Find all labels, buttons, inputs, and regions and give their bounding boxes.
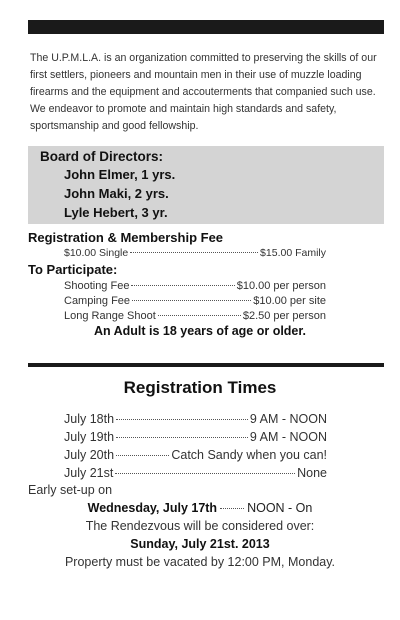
- director-item: John Maki, 2 yrs.: [64, 186, 169, 201]
- intro-paragraph: The U.P.M.L.A. is an organization committed to preserving the skills of our first settlers, pioneers and mountain men in their use of muzzle loading firearms and the equipment and accouterments that companied such use. We endeavor to promote and maintain high standards and safety, sportsmanship and good fellowship.: [30, 52, 377, 132]
- participate-fee-row: [64, 295, 326, 307]
- early-setup-label: Early set-up on: [28, 483, 113, 497]
- dot-leader: [132, 300, 251, 301]
- registration-time-row: [64, 412, 327, 426]
- dot-leader: [116, 455, 169, 456]
- participate-fee-row: [64, 280, 326, 292]
- single-fee: $10.00 Single: [64, 247, 129, 259]
- middle-divider-bar: [28, 363, 384, 367]
- time-day: July 20th: [64, 448, 115, 462]
- time-day: July 21st: [64, 466, 114, 480]
- end-date: Sunday, July 21st. 2013: [130, 537, 270, 551]
- board-title: Board of Directors:: [40, 149, 164, 164]
- fee-price: $2.50 per person: [242, 310, 326, 322]
- adult-age-note: An Adult is 18 years of age or older.: [93, 324, 307, 338]
- dot-leader: [158, 315, 241, 316]
- registration-time-row: [64, 448, 327, 462]
- dot-leader: [130, 252, 258, 253]
- registration-time-row: [64, 466, 327, 480]
- registration-fee-heading: Registration & Membership Fee: [28, 230, 224, 245]
- membership-fee-row: [64, 247, 326, 259]
- registration-times-title: Registration Times: [123, 378, 277, 397]
- time-day: July 18th: [64, 412, 115, 426]
- time-hours: None: [297, 466, 327, 480]
- fee-label: Shooting Fee: [64, 280, 130, 292]
- time-hours: Catch Sandy when you can!: [171, 448, 327, 462]
- board-of-directors-box: [28, 146, 384, 224]
- time-hours: 9 AM - NOON: [249, 412, 327, 426]
- top-divider-bar: [28, 20, 384, 34]
- time-day: July 19th: [64, 430, 115, 444]
- director-item: John Elmer, 1 yrs.: [64, 167, 176, 182]
- registration-time-row: [64, 430, 327, 444]
- dot-leader: [116, 419, 248, 420]
- director-item: Lyle Hebert, 3 yr.: [64, 205, 168, 220]
- dot-leader: [116, 437, 248, 438]
- fee-price: $10.00 per site: [253, 295, 326, 307]
- dot-leader: [131, 285, 234, 286]
- participate-heading: To Participate:: [28, 262, 118, 277]
- dot-leader: [115, 473, 295, 474]
- early-setup-date: Wednesday, July 17th: [87, 501, 218, 515]
- rendezvous-over-text: The Rendezvous will be considered over:: [85, 519, 315, 533]
- dot-leader: [220, 508, 244, 509]
- family-fee: $15.00 Family: [260, 247, 326, 259]
- early-setup-line: [0, 501, 400, 515]
- early-setup-time: NOON - On: [247, 501, 313, 515]
- fee-label: Long Range Shoot: [64, 310, 156, 322]
- fee-label: Camping Fee: [64, 295, 131, 307]
- participate-fee-row: [64, 310, 326, 322]
- fee-price: $10.00 per person: [236, 280, 326, 292]
- vacate-note: Property must be vacated by 12:00 PM, Monday.: [64, 555, 336, 569]
- time-hours: 9 AM - NOON: [249, 430, 327, 444]
